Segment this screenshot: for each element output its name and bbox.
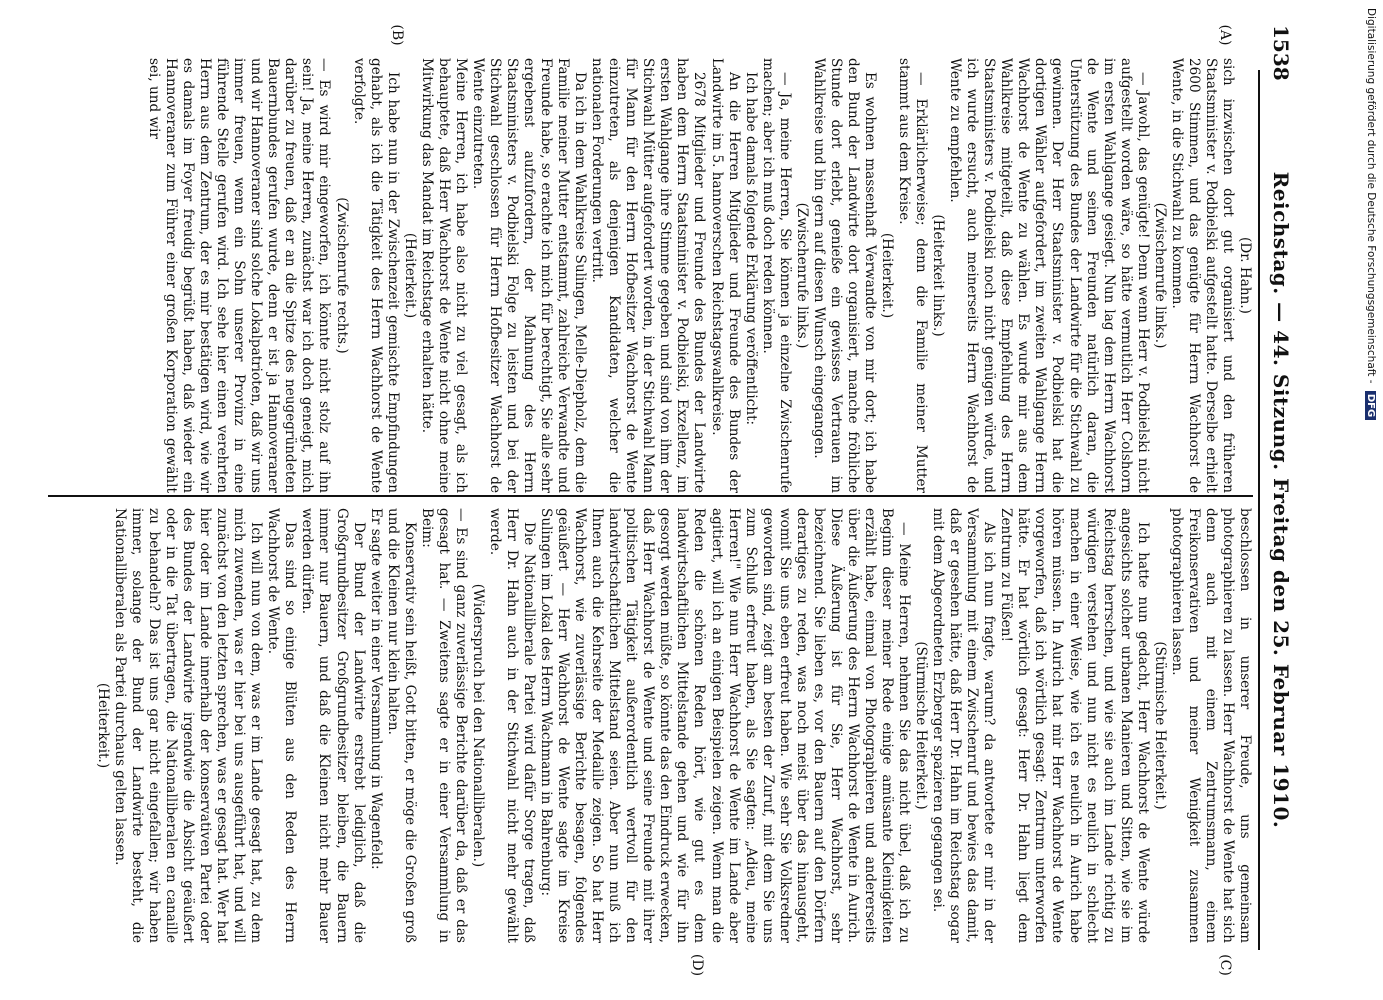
paragraph: Meine Herren, ich habe also nicht zu viel gesagt, als ich behauptete, daß Herr Wachhorst de Wente nicht ohne meine Mitwirkung das Mandat im Reichstage erhalten hätte.	[418, 58, 469, 493]
paragraph: Er sagte weiter in einer Versammlung in Wagenfeld:	[367, 508, 384, 870]
document-page	[35, 0, 1325, 1000]
page-number: 1538	[1269, 25, 1293, 81]
paragraph: Ich habe damals folgende Erklärung veröffentlicht:	[742, 72, 759, 426]
interjection: (Heiterkeit links.)	[930, 214, 947, 337]
paragraph: Ich will nun von dem, was er im Lande gesagt hat, zu dem mich zuwenden, was er hier bei uns ausgeführt hat, und will zunächst von den letzten sprechen, was er gesagt hat. Wer hat hier oder im Lande innerhalb der konservativen Partei oder des Bundes der Landwirte irgendwie die Absicht geäußert oder in die Tat übertragen, die Nationalliberalen en canaille zu behandeln? Das ist uns gar nicht eingefallen; wir haben immer, solange der Bund der Landwirte besteht, die Nationalliberalen als Partei durchaus gelten lassen.	[111, 508, 265, 943]
paragraph: — Ja, meine Herren, Sie können ja einzelne Zwischenrufe machen; aber ich muß doch reden können.	[759, 58, 793, 493]
page-title: Reichstag. — 44. Sitzung. Freitag den 25. Februar 1910.	[1269, 171, 1293, 829]
margin-mark-d: (D)	[689, 953, 705, 977]
paragraph: Der Bund der Landwirte erstrebt lediglich, daß die Großgrundbesitzer Großgrundbesitzer bleiben, die Bauern immer nur Bauern, und daß die Kleinen nicht mehr Bauer werden dürfen.	[299, 508, 367, 943]
paragraph: — Meine Herren, nehmen Sie das nicht übel, daß ich zu Beginn dieser meiner Rede einige amüsante Kleinigkeiten erzählt habe, einmal von Photographieren und andererseits über die Äußerung des Herrn Wachhorst de Wente in Aurich. Diese Äußerung ist für Sie, Herr Wachhorst, sehr bezeichnend. Sie lieben es, vor den Bauern auf den Dörfern derartiges zu reden, was noch meist über das hinausgeht, womit Sie uns eben erfreut haben. Wie sehr Sie Volksredner geworden sind, zeigt am besten der Zuruf, mit dem Sie uns zum Schluß erfreut haben, als Sie sagten: „Adieu, meine Herren!" Wie nun Herr Wachhorst de Wente im Lande aber agitiert, will ich an einigen Beispielen zeigen. Wenn man die Reden die schönen Reden hört, wie gut es dem landwirtschaftlichen Mittelstande gehen und wie für ihn gesorgt werden müßte, so könnte das den Eindruck erwecken, daß Herr Wachhorst de Wente und seine Freunde mit ihrer politischen Tätigkeit außerordentlich wertvoll für den landwirtschaftlichen Mittelstand seien. Aber nun muß ich Ihnen auch die Kehrseite der Medaille zeigen. So hat Herr Wachhorst, wie zuverlässige Berichte besagen, folgendes geäußert — Herr Wachhorst de Wente sagte im Kreise Sulingen im Lokal des Herrn Wachmann in Bahrenburg:	[538, 508, 913, 943]
interjection: (Zwischenrufe links.)	[793, 202, 810, 349]
interjection: (Heiterkeit.)	[879, 232, 896, 319]
paragraph: Die Nationalliberale Partei wird dafür Sorge tragen, daß Herr Dr. Hahn auch in der Stichwahl nicht mehr gewählt werde.	[486, 508, 538, 943]
interjection: (Stürmische Heiterkeit.)	[1151, 641, 1168, 810]
page-header	[1261, 0, 1303, 1000]
paragraph: Ich hatte nun gedacht, Herr Wachhorst de Wente würde angesichts solcher urbanen Manieren und Sitten, wie sie im Reichstag herrschen, und wie sie auch im Lande richtig zu würdigen verstehen und nun nicht es neulich in schlecht machen in einer Weise, wie ich es neulich in Aurich habe hören müssen. In Aurich hat mir Herr Wachhorst de Wente vorgeworfen, daß ich wörtlich gesagt: Zentrum unterworfen hätte. Er hat wörtlich gesagt: Herr Dr. Hahn liegt dem Zentrum zu Füßen!	[998, 508, 1151, 943]
left-column	[43, 58, 1253, 493]
column-rule	[48, 495, 1253, 497]
paragraph: — Es wird mir eingeworfen, ich könnte nicht stolz auf ihn sein! Ja, meine Herren, zunächst war ich doch geneigt, mich darüber zu freuen, daß er an die Spitze des neugegründeten Bauernbundes gerufen wurde, denn er ist ja Hannoveraner und wir Hannoveraner sind solche Lokalpatrioten, daß wir uns immer freuen, wenn ein Sohn unserer Provinz in eine führende Stelle gerufen wird. Ich sehe hier einen verehrten Herrn aus dem Zentrum, der es mir bestätigen wird, wie wir es damals im Foyer freudig begrüßt haben, daß wieder ein Hannoveraner zum Führer einer großen Korporation gewählt sei, und wir	[146, 58, 333, 493]
margin-mark-b: (B)	[389, 24, 405, 46]
paragraph: sich inzwischen dort gut organisiert und den früheren Staatsminister v. Podbielski aufgestellt hatte. Derselbe erhielt 2600 Stimmen, und das genügte für Herrn Wachhorst de Wente, in die Stichwahl zu kommen.	[1168, 58, 1236, 493]
header-rule	[1258, 70, 1260, 950]
credit-text: Digitalisierung gefördert durch die Deutsche Forschungsgemeinschaft -	[1365, 8, 1377, 384]
paragraph: An die Herren Mitglieder und Freunde des Bundes der Landwirte im 5. hannoverschen Reichstagswahlkreise.	[708, 58, 742, 493]
interjection: (Widerspruch bei den Nationalliberalen.)	[469, 583, 486, 868]
paragraph: Das sind so einige Blüten aus den Reden des Herrn Wachhorst de Wente.	[265, 508, 299, 943]
interjection: (Dr. Hahn.)	[1237, 237, 1253, 314]
interjection: (Zwischenrufe links.)	[1151, 202, 1168, 349]
interjection: (Heiterkeit.)	[94, 682, 111, 769]
paragraph: Da ich in dem Wahlkreise Sulingen, Melle-Diepholz, dem die Familie meiner Mutter entstammt, zahlreiche Verwandte und Freunde habe, so erachte ich mich für berechtigt, Sie alle sehr ergebenst aufzufordern, der Mahnung des Herrn Staatsministers v. Podbielski Folge zu leisten und bei der Stichwahl geschlossen für Herrn Hofbesitzer Wachhorst de Wente einzutreten.	[469, 58, 589, 493]
margin-mark-a: (A)	[1217, 24, 1233, 46]
paragraph: 2678 Mitglieder und Freunde des Bundes der Landwirte haben dem Herrn Staatsminister v. Podbielski, Exzellenz, im ersten Wahlgange ihre Stimme gegeben und sind von ihm der Stichwahl Mütter aufgefordert worden, in der Stichwahl Mann für Mann für den Herrn Hofbesitzer Wachhorst de Wente einzutreten, als denjenigen Kandidaten, welcher die nationalen Forderungen vertritt.	[589, 58, 708, 493]
dfg-logo: DFG	[1365, 391, 1376, 420]
interjection: (Zwischenrufe rechts.)	[333, 197, 350, 354]
right-column	[43, 508, 1253, 943]
margin-mark-c: (C)	[1217, 954, 1233, 976]
paragraph: Es wohnen massenhaft Verwandte von mir dort; ich habe den Bund der Landwirte dort organisiert, manche fröhliche Stunde dort erlebt, genieße ein gewisses Vertrauen im Wahlkreise und bin gern auf diesen Wunsch eingegangen.	[810, 58, 878, 493]
paragraph: Als ich nun fragte, warum? da antwortete er mir in der Versammlung mit einem Zwischenruf und bewies das damit, daß er gesehen hätte, daß Herr Dr. Hahn im Reichstag sogar mit dem Abgeordneten Erzberger spazieren gegangen sei.	[930, 508, 998, 943]
paragraph: — Erklärlicherweise; denn die Familie meiner Mutter stammt aus dem Kreise.	[896, 58, 930, 493]
paragraph: Konservativ sein heißt, Gott bitten, er möge die Großen groß und die Kleinen nur klein halten.	[384, 508, 418, 943]
paragraph: — Jawohl, das genügte! Denn wenn Herr v. Podbielski nicht aufgestellt worden wäre, so hätte vermutlich Herr Colshorn im ersten Wahlgange gesiegt. Nun lag dem Herrn Wachhorst de Wente und seinen Freunden natürlich daran, die Unterstützung des Bundes der Landwirte für die Stichwahl zu gewinnen. Der Herr Staatsminister v. Podbielski hat die dortigen Wähler aufgefordert, im zweiten Wahlgange Herrn Wachhorst de Wente zu wählen. Es wurde mir aus dem Wahlkreise mitgeteilt, daß diese Empfehlung des Herrn Staatsministers v. Podbielski noch nicht genügen würde, und ich wurde ersucht, auch meinerseits Herrn Wachhorst de Wente zu empfehlen.	[947, 58, 1151, 493]
paragraph: Ich habe nun in der Zwischenzeit gemischte Empfindungen gehabt, als ich die Tätigkeit des Herrn Wachhorst de Wente verfolgte.	[350, 58, 401, 493]
digitization-credit	[1355, 8, 1379, 888]
interjection: (Heiterkeit.)	[401, 232, 418, 319]
interjection: (Stürmische Heiterkeit.)	[913, 641, 930, 810]
paragraph: — Es sind ganz zuverlässige Berichte darüber da, daß er das gesagt hat. — Zweitens sagte er in einer Versammlung in Beim:	[418, 508, 469, 943]
paragraph: beschlossen in unserer Freude, uns gemeinsam photographieren zu lassen. Herr Wachhorst de Wente hat sich denn auch mit einem Zentrumsmann, einem Freikonservativen und meiner Wenigkeit zusammen photographieren lassen.	[1168, 508, 1253, 943]
